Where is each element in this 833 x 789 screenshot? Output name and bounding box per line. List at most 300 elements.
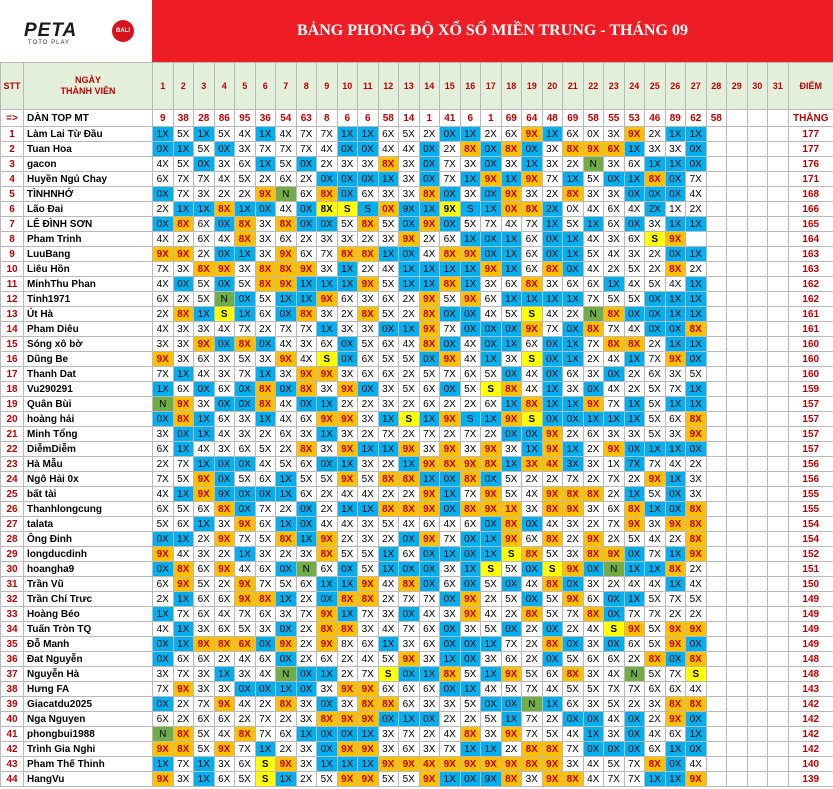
score-cell: 3X xyxy=(522,502,543,517)
score-cell: 0X xyxy=(399,217,420,232)
score-cell: 2X xyxy=(501,607,522,622)
score-cell: 3X xyxy=(378,607,399,622)
score-cell: 8X xyxy=(542,637,563,652)
empty-cell xyxy=(706,367,727,382)
score-cell: 0X xyxy=(604,367,625,382)
score-cell: 7X xyxy=(296,142,317,157)
score-cell: 6X xyxy=(194,352,215,367)
empty-cell xyxy=(747,367,768,382)
row-index: 24 xyxy=(1,472,24,487)
score-cell: 0X xyxy=(440,637,461,652)
score-cell: 8X xyxy=(665,262,686,277)
score-cell: S xyxy=(378,667,399,682)
score-cell: 5X xyxy=(378,652,399,667)
score-cell: 3X xyxy=(419,652,440,667)
empty-cell xyxy=(727,772,748,787)
score-cell: 2X xyxy=(522,622,543,637)
score-cell: 4X xyxy=(583,622,604,637)
score-cell: 8X xyxy=(194,262,215,277)
score-cell: 5X xyxy=(645,487,666,502)
score-cell: 6X xyxy=(214,712,235,727)
score-cell: 2X xyxy=(358,397,379,412)
score-cell: 0X xyxy=(214,142,235,157)
score-cell: 3X xyxy=(460,622,481,637)
score-cell: 1X xyxy=(153,607,174,622)
empty-cell xyxy=(747,382,768,397)
row-index: 8 xyxy=(1,232,24,247)
table-row xyxy=(1,727,833,742)
empty-cell xyxy=(768,247,789,262)
score-cell: 9X xyxy=(440,442,461,457)
empty-cell xyxy=(768,127,789,142)
win-label: THẮNG xyxy=(788,110,833,127)
score-cell: 4X xyxy=(214,232,235,247)
score-cell: 8X xyxy=(378,697,399,712)
score-cell: 9X xyxy=(358,277,379,292)
score-cell: S xyxy=(358,202,379,217)
member-name: Nga Nguyen xyxy=(24,712,153,727)
score-cell: 2X xyxy=(296,637,317,652)
score-cell: 0X xyxy=(235,502,256,517)
score-cell: 9X xyxy=(153,772,174,787)
score-cell: 6X xyxy=(419,682,440,697)
score-cell: 1X xyxy=(665,157,686,172)
score-cell: 2X xyxy=(624,472,645,487)
empty-cell xyxy=(747,172,768,187)
table-row xyxy=(1,352,833,367)
score-cell: 9X xyxy=(460,592,481,607)
score-cell: 2X xyxy=(583,442,604,457)
score-cell: 8X xyxy=(255,592,276,607)
score-cell: 8X xyxy=(645,757,666,772)
empty-cell xyxy=(747,157,768,172)
score-cell: 2X xyxy=(645,127,666,142)
score-cell: 2X xyxy=(440,142,461,157)
score-cell: 0X xyxy=(296,157,317,172)
score-cell: 5X xyxy=(645,382,666,397)
score-cell: 3X xyxy=(583,187,604,202)
score-cell: 6X xyxy=(645,682,666,697)
row-index: 21 xyxy=(1,427,24,442)
score-cell: 1X xyxy=(358,727,379,742)
score-cell: 1X xyxy=(501,262,522,277)
score-cell: 8X xyxy=(296,382,317,397)
row-index: 38 xyxy=(1,682,24,697)
result-cell: 1 xyxy=(419,110,440,127)
score-cell: 0X xyxy=(624,187,645,202)
empty-cell xyxy=(747,307,768,322)
score-cell: 5X xyxy=(235,472,256,487)
result-cell xyxy=(768,110,789,127)
score-cell: 0X xyxy=(686,442,707,457)
score-cell: 0X xyxy=(255,202,276,217)
score-cell: 4X xyxy=(604,352,625,367)
score-cell: 2X xyxy=(255,427,276,442)
score-cell: 3X xyxy=(378,382,399,397)
score-cell: 8X xyxy=(337,247,358,262)
score-cell: 2X xyxy=(317,502,338,517)
score-cell: 2X xyxy=(317,157,338,172)
score-cell: 7X xyxy=(665,592,686,607)
score-cell: 4X xyxy=(522,382,543,397)
score-cell: 5X xyxy=(337,217,358,232)
score-cell: 2X xyxy=(296,622,317,637)
score-cell: 7X xyxy=(399,592,420,607)
sheet-header xyxy=(0,0,833,62)
score-cell: 0X xyxy=(501,622,522,637)
score-cell: 0X xyxy=(522,142,543,157)
table-row xyxy=(1,532,833,547)
result-cell: 64 xyxy=(522,110,543,127)
table-row xyxy=(1,442,833,457)
score-cell: 3X xyxy=(358,457,379,472)
score-cell: 3X xyxy=(317,442,338,457)
day-header: 21 xyxy=(563,63,584,110)
score-cell: 3X xyxy=(317,307,338,322)
score-cell: 8X xyxy=(173,742,194,757)
page-title: BẢNG PHONG ĐỘ XỔ SỐ MIỀN TRUNG - THÁNG 09 xyxy=(297,22,688,39)
empty-cell xyxy=(706,337,727,352)
score-cell: 0X xyxy=(173,277,194,292)
score-cell: 2X xyxy=(235,187,256,202)
score-cell: 3X xyxy=(522,187,543,202)
empty-cell xyxy=(768,457,789,472)
score-cell: 1X xyxy=(173,592,194,607)
score-cell: 0X xyxy=(337,172,358,187)
score-cell: 0X xyxy=(542,412,563,427)
score-cell: 0X xyxy=(624,742,645,757)
score-cell: 1X xyxy=(686,127,707,142)
score-cell: 9X xyxy=(194,637,215,652)
score-cell: 2X xyxy=(665,607,686,622)
score-cell: 9X xyxy=(460,292,481,307)
score-cell: 9X xyxy=(542,757,563,772)
score-cell: 0X xyxy=(665,172,686,187)
score-cell: 7X xyxy=(563,607,584,622)
score-cell: 5X xyxy=(255,292,276,307)
score-cell: 5X xyxy=(235,277,256,292)
table-row xyxy=(1,307,833,322)
score-cell: 8X xyxy=(399,577,420,592)
score-cell: 7X xyxy=(604,682,625,697)
score-cell: 1X xyxy=(501,292,522,307)
score-cell: 5X xyxy=(276,157,297,172)
score-cell: 5X xyxy=(645,622,666,637)
title-banner xyxy=(152,0,833,62)
score-cell: 8X xyxy=(235,217,256,232)
score-cell: 1X xyxy=(460,277,481,292)
score-cell: 8X xyxy=(214,202,235,217)
score-cell: 9X xyxy=(378,757,399,772)
empty-cell xyxy=(706,487,727,502)
score-cell: 4X xyxy=(399,142,420,157)
score-cell: 9X xyxy=(173,247,194,262)
score-cell: 0X xyxy=(153,187,174,202)
day-header: 30 xyxy=(747,63,768,110)
score-cell: 6X xyxy=(481,292,502,307)
empty-cell xyxy=(747,127,768,142)
empty-cell xyxy=(727,487,748,502)
score-cell: 4X xyxy=(276,337,297,352)
score-cell: 9X xyxy=(686,622,707,637)
empty-cell xyxy=(747,772,768,787)
member-name: hoàng hải xyxy=(24,412,153,427)
day-header: 9 xyxy=(317,63,338,110)
score-cell: 2X xyxy=(214,187,235,202)
score-cell: 6X xyxy=(337,292,358,307)
empty-cell xyxy=(706,772,727,787)
empty-cell xyxy=(727,127,748,142)
score-cell: 5X xyxy=(563,682,584,697)
score-cell: 8X xyxy=(173,412,194,427)
score-cell: 6X xyxy=(358,352,379,367)
score-cell: 7X xyxy=(276,322,297,337)
member-points: 161 xyxy=(788,307,833,322)
score-cell: 0X xyxy=(583,382,604,397)
day-header: 27 xyxy=(686,63,707,110)
score-cell: 2X xyxy=(173,292,194,307)
member-points: 155 xyxy=(788,502,833,517)
score-cell: 0X xyxy=(645,322,666,337)
score-cell: 7X xyxy=(194,697,215,712)
score-cell: 1X xyxy=(337,502,358,517)
score-cell: 7X xyxy=(276,142,297,157)
score-cell: 0X xyxy=(645,187,666,202)
score-cell: 5X xyxy=(358,337,379,352)
score-cell: 2X xyxy=(399,397,420,412)
member-points: 151 xyxy=(788,562,833,577)
empty-cell xyxy=(706,757,727,772)
empty-cell xyxy=(706,127,727,142)
score-cell: 8X xyxy=(255,262,276,277)
score-cell: 1X xyxy=(440,262,461,277)
empty-cell xyxy=(706,457,727,472)
score-cell: 2X xyxy=(358,232,379,247)
score-cell: 9X xyxy=(296,262,317,277)
member-points: 177 xyxy=(788,142,833,157)
score-cell: 6X xyxy=(296,187,317,202)
table-row xyxy=(1,457,833,472)
score-cell: 2X xyxy=(624,652,645,667)
score-cell: 4X xyxy=(153,157,174,172)
score-cell: 1X xyxy=(337,277,358,292)
score-cell: 5X xyxy=(501,487,522,502)
empty-cell xyxy=(727,742,748,757)
score-cell: 9X xyxy=(583,532,604,547)
score-cell: 7X xyxy=(440,157,461,172)
member-points: 142 xyxy=(788,742,833,757)
score-cell: 2X xyxy=(624,382,645,397)
row-index: 43 xyxy=(1,757,24,772)
score-cell: 1X xyxy=(686,307,707,322)
score-cell: 8X xyxy=(399,502,420,517)
score-cell: 6X xyxy=(255,472,276,487)
score-cell: 9X xyxy=(276,277,297,292)
member-points: 160 xyxy=(788,367,833,382)
score-cell: 3X xyxy=(214,367,235,382)
score-cell: 1X xyxy=(460,232,481,247)
score-cell: 7X xyxy=(153,262,174,277)
score-cell: 9X xyxy=(194,472,215,487)
score-cell: 7X xyxy=(563,742,584,757)
score-cell: 3X xyxy=(542,142,563,157)
score-cell: 9X xyxy=(522,127,543,142)
score-cell: 3X xyxy=(604,187,625,202)
score-cell: 7X xyxy=(235,607,256,622)
score-cell: 6X xyxy=(214,412,235,427)
score-cell: 5X xyxy=(194,727,215,742)
empty-cell xyxy=(727,412,748,427)
score-cell: 9X xyxy=(419,502,440,517)
score-cell: S xyxy=(522,352,543,367)
score-cell: 5X xyxy=(317,472,338,487)
score-cell: 1X xyxy=(665,127,686,142)
score-cell: 8X xyxy=(563,187,584,202)
result-cell: 6 xyxy=(358,110,379,127)
table-row xyxy=(1,712,833,727)
member-name: Tinh1971 xyxy=(24,292,153,307)
score-cell: 2X xyxy=(686,457,707,472)
score-cell: 0X xyxy=(276,622,297,637)
score-cell: 9X xyxy=(419,322,440,337)
score-cell: 0X xyxy=(542,622,563,637)
score-cell: 1X xyxy=(583,727,604,742)
score-cell: 6X xyxy=(194,592,215,607)
empty-cell xyxy=(727,247,748,262)
table-row xyxy=(1,292,833,307)
score-cell: 2X xyxy=(522,652,543,667)
score-cell: 0X xyxy=(399,667,420,682)
score-cell: 2X xyxy=(563,157,584,172)
score-cell: 0X xyxy=(583,562,604,577)
empty-cell xyxy=(706,727,727,742)
score-cell: 0X xyxy=(522,562,543,577)
empty-cell xyxy=(747,682,768,697)
score-cell: 2X xyxy=(296,652,317,667)
score-cell: 6X xyxy=(583,592,604,607)
score-cell: S xyxy=(460,412,481,427)
empty-cell xyxy=(706,547,727,562)
score-cell: 9X xyxy=(358,772,379,787)
day-header: 7 xyxy=(276,63,297,110)
score-cell: 3X xyxy=(194,397,215,412)
score-cell: 5X xyxy=(583,247,604,262)
row-index: 18 xyxy=(1,382,24,397)
score-cell: 2X xyxy=(583,472,604,487)
score-cell: 9X xyxy=(399,202,420,217)
score-cell: 1X xyxy=(481,202,502,217)
score-cell: 0X xyxy=(604,172,625,187)
score-cell: 6X xyxy=(194,217,215,232)
score-cell: 9X xyxy=(501,727,522,742)
member-name: Đat Nguyễn xyxy=(24,652,153,667)
member-name: LuuBang xyxy=(24,247,153,262)
score-cell: N xyxy=(522,697,543,712)
score-cell: 1X xyxy=(501,232,522,247)
score-cell: 0X xyxy=(604,592,625,607)
score-cell: 2X xyxy=(358,262,379,277)
day-header: 14 xyxy=(419,63,440,110)
score-cell: 9X xyxy=(235,517,256,532)
score-cell: 4X xyxy=(440,517,461,532)
logo-area xyxy=(0,0,153,62)
score-cell: 9X xyxy=(604,547,625,562)
empty-cell xyxy=(727,337,748,352)
empty-cell xyxy=(747,217,768,232)
score-cell: 5X xyxy=(501,562,522,577)
day-header: 16 xyxy=(460,63,481,110)
score-cell: 5X xyxy=(460,382,481,397)
member-points: 165 xyxy=(788,217,833,232)
score-cell: 8X xyxy=(501,517,522,532)
score-cell: 1X xyxy=(399,712,420,727)
score-cell: 9X xyxy=(542,772,563,787)
score-cell: 0X xyxy=(153,697,174,712)
score-cell: 2X xyxy=(624,367,645,382)
score-cell: 6X xyxy=(501,652,522,667)
score-cell: 0X xyxy=(460,652,481,667)
score-cell: 4X xyxy=(378,142,399,157)
score-cell: 4X xyxy=(604,382,625,397)
member-points: 171 xyxy=(788,172,833,187)
score-cell: 7X xyxy=(481,217,502,232)
empty-cell xyxy=(768,547,789,562)
member-name: HangVu xyxy=(24,772,153,787)
row-index: 44 xyxy=(1,772,24,787)
score-cell: 4X xyxy=(542,517,563,532)
score-cell: 5X xyxy=(378,277,399,292)
score-cell: 4X xyxy=(624,577,645,592)
score-cell: 4X xyxy=(583,202,604,217)
row-index: 31 xyxy=(1,577,24,592)
table-row xyxy=(1,172,833,187)
table-row xyxy=(1,127,833,142)
score-cell: 3X xyxy=(337,367,358,382)
score-cell: 0X xyxy=(686,742,707,757)
score-cell: 0X xyxy=(337,562,358,577)
score-cell: 8X xyxy=(337,637,358,652)
score-cell: 1X xyxy=(194,202,215,217)
score-cell: 5X xyxy=(214,127,235,142)
score-cell: 2X xyxy=(153,202,174,217)
score-cell: 6X xyxy=(235,157,256,172)
member-points: 163 xyxy=(788,262,833,277)
score-cell: N xyxy=(604,562,625,577)
row-index: 35 xyxy=(1,637,24,652)
empty-cell xyxy=(747,562,768,577)
score-cell: 0X xyxy=(337,187,358,202)
score-cell: 8X xyxy=(358,697,379,712)
empty-cell xyxy=(747,727,768,742)
score-cell: 4X xyxy=(153,322,174,337)
score-cell: 1X xyxy=(358,502,379,517)
member-name: Trần Vũ xyxy=(24,577,153,592)
empty-cell xyxy=(727,367,748,382)
score-cell: 4X xyxy=(563,727,584,742)
empty-cell xyxy=(747,187,768,202)
result-cell: 46 xyxy=(645,110,666,127)
score-cell: 5X xyxy=(378,517,399,532)
score-cell: 5X xyxy=(501,682,522,697)
score-cell: 9X xyxy=(440,412,461,427)
member-name: Pham Thế Thinh xyxy=(24,757,153,772)
score-cell: S xyxy=(337,202,358,217)
score-cell: 2X xyxy=(481,127,502,142)
score-cell: 4X xyxy=(583,262,604,277)
score-cell: 1X xyxy=(153,127,174,142)
empty-cell xyxy=(747,502,768,517)
score-cell: 0X xyxy=(440,127,461,142)
